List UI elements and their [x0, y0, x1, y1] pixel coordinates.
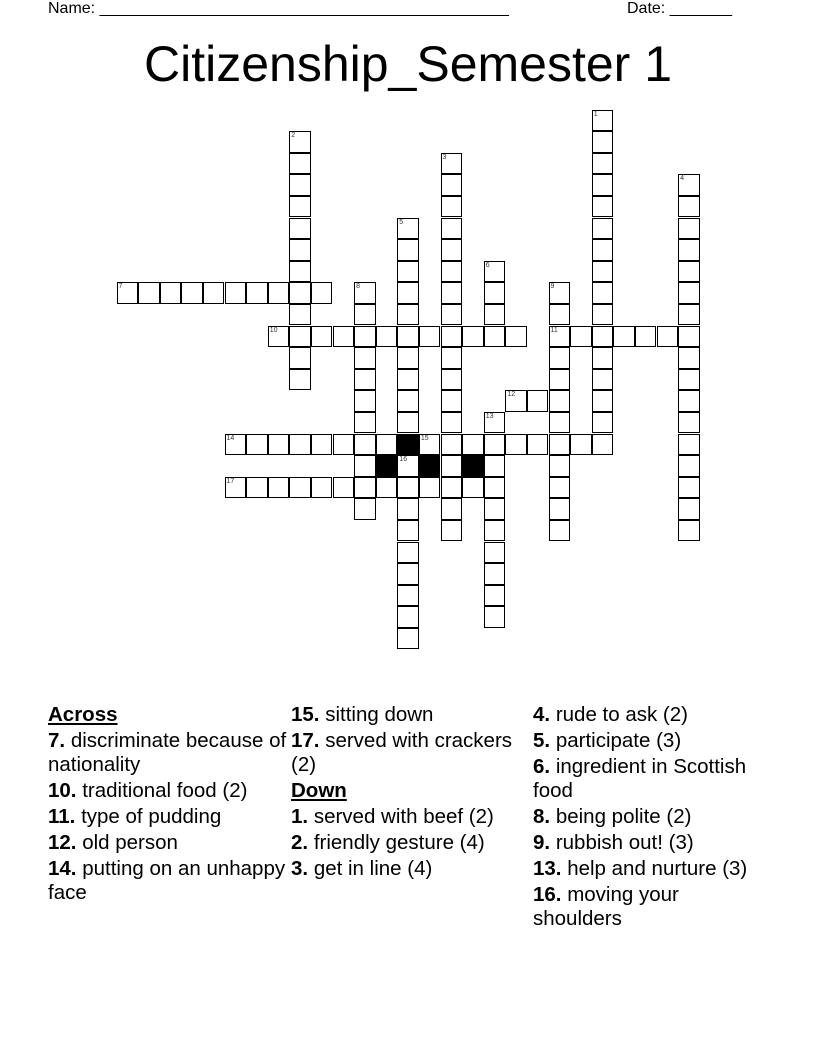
grid-cell[interactable]: [268, 282, 290, 304]
grid-cell[interactable]: [160, 282, 182, 304]
clue-across-11: [48, 805, 288, 829]
grid-cell[interactable]: [246, 434, 268, 456]
cell-number: 6: [485, 261, 490, 269]
cell-number: 15: [420, 434, 429, 442]
grid-cell[interactable]: [549, 304, 571, 326]
grid-cell[interactable]: [246, 477, 268, 499]
clue-number: 15.: [291, 703, 320, 726]
grid-cell[interactable]: [289, 326, 311, 348]
clue-text: putting on an unhappy face: [48, 857, 286, 904]
cell-number: 14: [226, 434, 235, 442]
clue-down-9: [533, 831, 773, 855]
grid-cell[interactable]: [678, 412, 700, 434]
grid-cell[interactable]: [484, 585, 506, 607]
grid-cell[interactable]: [462, 434, 484, 456]
grid-cell[interactable]: [527, 390, 549, 412]
clue-number: 3.: [291, 857, 309, 880]
grid-cell[interactable]: [289, 196, 311, 218]
across-heading: Across: [48, 703, 118, 726]
grid-cell[interactable]: [678, 347, 700, 369]
grid-cell[interactable]: [354, 498, 376, 520]
grid-cell[interactable]: [354, 434, 376, 456]
grid-cell[interactable]: [505, 326, 527, 348]
grid-cell[interactable]: [289, 218, 311, 240]
clue-down-3: [291, 857, 531, 881]
clue-across-12: [48, 831, 288, 855]
grid-cell-black: [462, 455, 484, 477]
grid-cell[interactable]: [354, 347, 376, 369]
grid-cell[interactable]: [397, 304, 419, 326]
clue-down-2: [291, 831, 531, 855]
grid-cell[interactable]: [397, 520, 419, 542]
grid-cell[interactable]: [441, 477, 463, 499]
grid-cell[interactable]: [397, 542, 419, 564]
grid-cell[interactable]: [397, 628, 419, 650]
grid-cell[interactable]: [441, 218, 463, 240]
clue-text: served with crackers (2): [291, 729, 513, 776]
grid-cell[interactable]: [441, 434, 463, 456]
grid-cell[interactable]: [268, 434, 290, 456]
clue-text: get in line (4): [313, 857, 433, 880]
clue-across-10: [48, 779, 288, 803]
grid-cell[interactable]: [549, 434, 571, 456]
clue-across-17: [291, 729, 531, 777]
clue-text: ingredient in Scottish food: [533, 755, 747, 802]
clue-number: 9.: [533, 831, 551, 854]
grid-cell[interactable]: [289, 477, 311, 499]
clue-number: 14.: [48, 857, 77, 880]
grid-cell[interactable]: [678, 369, 700, 391]
cell-number: 17: [226, 477, 235, 485]
grid-cell[interactable]: [419, 477, 441, 499]
grid-cell[interactable]: [678, 434, 700, 456]
grid-cell[interactable]: [678, 239, 700, 261]
clue-number: 11.: [48, 805, 76, 828]
grid-cell[interactable]: [549, 347, 571, 369]
grid-cell[interactable]: [441, 390, 463, 412]
grid-cell[interactable]: [678, 477, 700, 499]
clue-number: 16.: [533, 883, 562, 906]
cell-number: 4: [680, 175, 684, 183]
grid-cell[interactable]: [592, 282, 614, 304]
grid-cell[interactable]: [117, 282, 139, 304]
grid-cell[interactable]: [289, 347, 311, 369]
grid-cell[interactable]: [484, 520, 506, 542]
grid-cell[interactable]: [592, 218, 614, 240]
cell-number: 9: [550, 283, 555, 291]
grid-cell[interactable]: [678, 326, 700, 348]
clue-down-5: [533, 729, 773, 753]
grid-cell[interactable]: [397, 585, 419, 607]
grid-cell[interactable]: [397, 498, 419, 520]
cell-number: 13: [485, 412, 494, 420]
cell-number: 2: [291, 132, 296, 140]
grid-cell[interactable]: [657, 326, 679, 348]
cell-number: 11: [550, 326, 558, 334]
clue-down-16: [533, 883, 773, 931]
grid-cell[interactable]: [441, 326, 463, 348]
grid-cell[interactable]: [289, 153, 311, 175]
grid-cell[interactable]: [678, 196, 700, 218]
grid-cell[interactable]: [592, 174, 614, 196]
grid-cell[interactable]: [289, 304, 311, 326]
grid-cell[interactable]: [333, 326, 355, 348]
grid-cell[interactable]: [376, 477, 398, 499]
grid-cell[interactable]: [397, 369, 419, 391]
clue-number: 17.: [291, 729, 320, 752]
grid-cell[interactable]: [592, 131, 614, 153]
grid-cell[interactable]: [441, 412, 463, 434]
date-field: Date: _______: [627, 0, 732, 17]
grid-cell[interactable]: [397, 239, 419, 261]
clue-number: 6.: [533, 755, 551, 778]
grid-cell[interactable]: [289, 369, 311, 391]
grid-cell[interactable]: [225, 434, 247, 456]
grid-cell[interactable]: [138, 282, 160, 304]
clue-text: type of pudding: [81, 805, 222, 828]
down-heading: Down: [291, 779, 347, 802]
clue-number: 8.: [533, 805, 551, 828]
grid-cell[interactable]: [419, 434, 441, 456]
clue-down-1: [291, 805, 531, 829]
grid-cell[interactable]: [441, 153, 463, 175]
grid-cell[interactable]: [678, 282, 700, 304]
cell-number: 16: [399, 456, 408, 464]
grid-cell[interactable]: [441, 455, 463, 477]
grid-cell[interactable]: [333, 434, 355, 456]
page-title: Citizenship_Semester 1: [143, 36, 673, 92]
grid-cell[interactable]: [484, 304, 506, 326]
clue-number: 13.: [533, 857, 562, 880]
grid-cell[interactable]: [592, 412, 614, 434]
grid-cell[interactable]: [354, 326, 376, 348]
clue-text: being polite (2): [555, 805, 692, 828]
clue-text: help and nurture (3): [567, 857, 748, 880]
clue-down-4: [533, 703, 773, 727]
clue-across-7: [48, 729, 288, 777]
grid-cell[interactable]: [419, 326, 441, 348]
grid-cell[interactable]: [354, 455, 376, 477]
grid-cell[interactable]: [289, 131, 311, 153]
grid-cell[interactable]: [397, 261, 419, 283]
grid-cell[interactable]: [678, 455, 700, 477]
cell-number: 7: [118, 283, 123, 291]
grid-cell[interactable]: [181, 282, 203, 304]
clue-number: 7.: [48, 729, 66, 752]
grid-cell[interactable]: [354, 412, 376, 434]
clue-number: 1.: [291, 805, 309, 828]
clue-text: discriminate because of nationality: [48, 729, 287, 776]
grid-cell[interactable]: [635, 326, 657, 348]
clue-down-13: [533, 857, 773, 881]
grid-cell[interactable]: [678, 390, 700, 412]
grid-cell[interactable]: [311, 326, 333, 348]
grid-cell[interactable]: [246, 282, 268, 304]
grid-cell[interactable]: [592, 196, 614, 218]
grid-cell[interactable]: [397, 390, 419, 412]
clue-text: old person: [82, 831, 178, 854]
grid-cell[interactable]: [268, 477, 290, 499]
grid-cell[interactable]: [484, 606, 506, 628]
grid-cell[interactable]: [441, 520, 463, 542]
grid-cell[interactable]: [484, 282, 506, 304]
clue-text: participate (3): [555, 729, 682, 752]
grid-cell[interactable]: [441, 347, 463, 369]
grid-cell[interactable]: [354, 304, 376, 326]
cell-number: 12: [507, 391, 516, 399]
clue-text: sitting down: [325, 703, 434, 726]
grid-cell[interactable]: [484, 477, 506, 499]
grid-cell[interactable]: [592, 326, 614, 348]
grid-cell[interactable]: [441, 498, 463, 520]
grid-cell[interactable]: [678, 174, 700, 196]
grid-cell[interactable]: [592, 110, 614, 132]
grid-cell[interactable]: [592, 261, 614, 283]
grid-cell[interactable]: [289, 239, 311, 261]
crossword-grid: [117, 110, 717, 670]
grid-cell[interactable]: [484, 261, 506, 283]
grid-cell[interactable]: [592, 304, 614, 326]
grid-cell[interactable]: [441, 261, 463, 283]
grid-cell[interactable]: [289, 282, 311, 304]
grid-cell[interactable]: [549, 369, 571, 391]
grid-cell[interactable]: [376, 326, 398, 348]
clue-across-14: [48, 857, 288, 905]
grid-cell[interactable]: [441, 239, 463, 261]
grid-cell[interactable]: [484, 326, 506, 348]
grid-cell[interactable]: [397, 218, 419, 240]
grid-cell[interactable]: [549, 412, 571, 434]
grid-cell[interactable]: [592, 347, 614, 369]
grid-cell[interactable]: [441, 369, 463, 391]
grid-cell[interactable]: [397, 563, 419, 585]
grid-cell[interactable]: [376, 434, 398, 456]
grid-cell[interactable]: [397, 412, 419, 434]
grid-cell[interactable]: [441, 174, 463, 196]
grid-cell[interactable]: [678, 520, 700, 542]
clue-text: friendly gesture (4): [313, 831, 485, 854]
grid-cell[interactable]: [225, 477, 247, 499]
grid-cell-black: [419, 455, 441, 477]
clue-down-6: [533, 755, 773, 803]
grid-cell[interactable]: [549, 477, 571, 499]
grid-cell[interactable]: [592, 239, 614, 261]
clues-column-1: [48, 703, 288, 907]
grid-cell[interactable]: [484, 434, 506, 456]
grid-cell[interactable]: [678, 498, 700, 520]
grid-cell[interactable]: [441, 304, 463, 326]
clue-number: 4.: [533, 703, 551, 726]
cell-number: 8: [356, 283, 360, 291]
grid-cell[interactable]: [354, 390, 376, 412]
grid-cell[interactable]: [678, 218, 700, 240]
clue-text: traditional food (2): [82, 779, 248, 802]
cell-number: 1: [593, 110, 598, 118]
grid-cell[interactable]: [549, 498, 571, 520]
grid-cell[interactable]: [289, 174, 311, 196]
grid-cell[interactable]: [354, 477, 376, 499]
clue-text: served with beef (2): [313, 805, 494, 828]
grid-cell[interactable]: [354, 369, 376, 391]
cell-number: 10: [269, 326, 278, 334]
clues-column-2: [291, 703, 531, 883]
clue-number: 12.: [48, 831, 77, 854]
grid-cell[interactable]: [592, 369, 614, 391]
grid-cell[interactable]: [549, 282, 571, 304]
cell-number: 5: [399, 218, 404, 226]
grid-cell[interactable]: [397, 347, 419, 369]
clue-text: moving your shoulders: [533, 883, 679, 930]
clue-number: 5.: [533, 729, 551, 752]
grid-cell[interactable]: [570, 434, 592, 456]
grid-cell[interactable]: [203, 282, 225, 304]
name-field: Name: ______________________________________________: [48, 0, 509, 17]
grid-cell[interactable]: [592, 153, 614, 175]
grid-cell[interactable]: [484, 542, 506, 564]
grid-cell[interactable]: [592, 390, 614, 412]
grid-cell[interactable]: [441, 282, 463, 304]
grid-cell[interactable]: [484, 563, 506, 585]
grid-cell[interactable]: [505, 390, 527, 412]
grid-cell[interactable]: [397, 455, 419, 477]
grid-cell[interactable]: [505, 434, 527, 456]
clue-number: 2.: [291, 831, 309, 854]
cell-number: 3: [442, 153, 447, 161]
grid-cell-black: [376, 455, 398, 477]
grid-cell[interactable]: [462, 326, 484, 348]
grid-cell[interactable]: [549, 326, 571, 348]
clue-text: rubbish out! (3): [555, 831, 694, 854]
grid-cell[interactable]: [462, 477, 484, 499]
grid-cell[interactable]: [549, 455, 571, 477]
grid-cell[interactable]: [484, 498, 506, 520]
clues-column-3: [533, 703, 773, 933]
grid-cell[interactable]: [333, 477, 355, 499]
grid-cell[interactable]: [397, 326, 419, 348]
grid-cell[interactable]: [225, 282, 247, 304]
grid-cell[interactable]: [311, 434, 333, 456]
grid-cell[interactable]: [311, 477, 333, 499]
grid-cell[interactable]: [592, 434, 614, 456]
grid-cell[interactable]: [484, 455, 506, 477]
grid-cell[interactable]: [678, 261, 700, 283]
grid-cell[interactable]: [441, 196, 463, 218]
grid-cell[interactable]: [527, 434, 549, 456]
grid-cell[interactable]: [484, 412, 506, 434]
grid-cell[interactable]: [354, 282, 376, 304]
grid-cell[interactable]: [397, 282, 419, 304]
grid-cell[interactable]: [289, 434, 311, 456]
clue-number: 10.: [48, 779, 77, 802]
grid-cell[interactable]: [397, 477, 419, 499]
grid-cell[interactable]: [397, 606, 419, 628]
grid-cell[interactable]: [549, 520, 571, 542]
clue-text: rude to ask (2): [555, 703, 688, 726]
grid-cell[interactable]: [311, 282, 333, 304]
grid-cell[interactable]: [549, 390, 571, 412]
grid-cell[interactable]: [613, 326, 635, 348]
clue-down-8: [533, 805, 773, 829]
grid-cell-black: [397, 434, 419, 456]
grid-cell[interactable]: [289, 261, 311, 283]
grid-cell[interactable]: [570, 326, 592, 348]
grid-cell[interactable]: [678, 304, 700, 326]
clue-across-15: [291, 703, 531, 727]
grid-cell[interactable]: [268, 326, 290, 348]
